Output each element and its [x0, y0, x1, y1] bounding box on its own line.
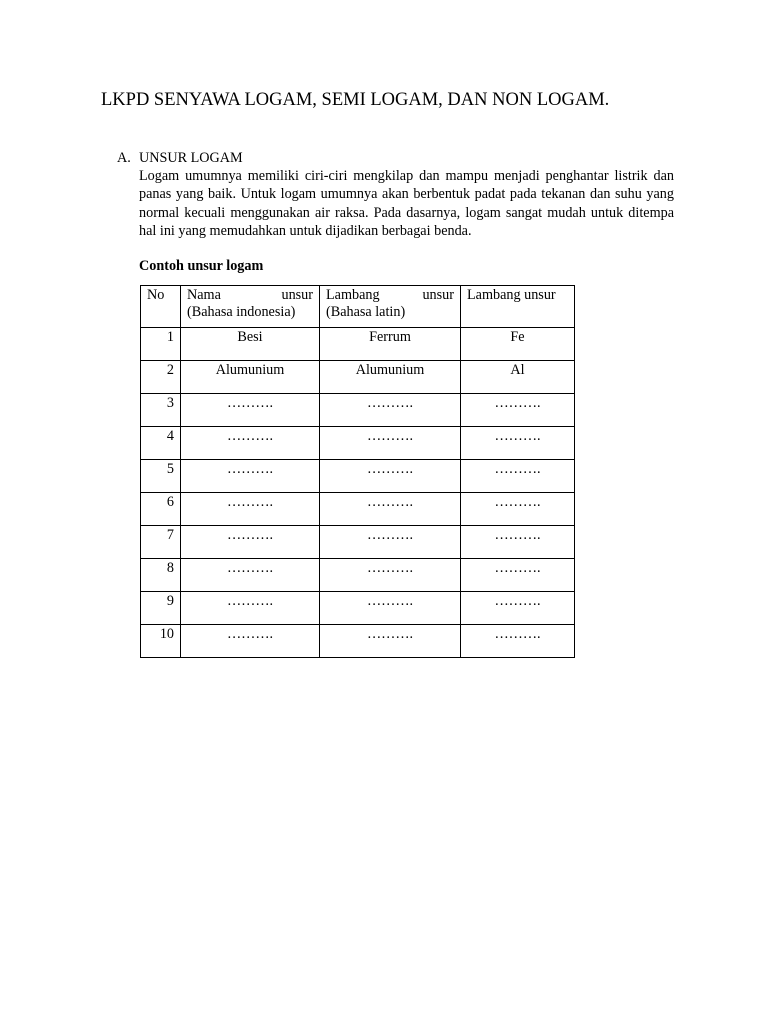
cell-no: 8: [141, 559, 181, 592]
cell-name: ……….: [181, 460, 320, 493]
cell-name: Besi: [181, 328, 320, 361]
table-row: [141, 328, 575, 361]
page-title: LKPD SENYAWA LOGAM, SEMI LOGAM, DAN NON LOGAM.: [101, 90, 610, 110]
cell-no: 10: [141, 625, 181, 658]
cell-no: 3: [141, 394, 181, 427]
cell-name: ……….: [181, 526, 320, 559]
cell-symbol: ……….: [461, 493, 575, 526]
cell-name: Alumunium: [181, 361, 320, 394]
cell-latin: Ferrum: [320, 328, 461, 361]
cell-latin: ……….: [320, 460, 461, 493]
table-row: [141, 361, 575, 394]
table-row: [141, 625, 575, 658]
table-row: [141, 559, 575, 592]
header-name-line1: Nama unsur: [187, 287, 313, 303]
cell-name: ……….: [181, 394, 320, 427]
elements-table: [140, 285, 575, 658]
cell-no: 7: [141, 526, 181, 559]
header-latin: [320, 286, 461, 328]
cell-symbol: ……….: [461, 625, 575, 658]
cell-symbol: ……….: [461, 526, 575, 559]
section-heading: [117, 150, 243, 167]
table-row: [141, 592, 575, 625]
cell-name: ……….: [181, 493, 320, 526]
cell-latin: Alumunium: [320, 361, 461, 394]
header-name: [181, 286, 320, 328]
cell-name: ……….: [181, 427, 320, 460]
cell-symbol: ……….: [461, 592, 575, 625]
cell-latin: ……….: [320, 625, 461, 658]
cell-symbol: ……….: [461, 559, 575, 592]
cell-symbol: Al: [461, 361, 575, 394]
cell-no: 6: [141, 493, 181, 526]
header-latin-line2: (Bahasa latin): [326, 303, 406, 320]
header-no: No: [141, 286, 181, 328]
cell-latin: ……….: [320, 526, 461, 559]
cell-symbol: ……….: [461, 394, 575, 427]
header-name-line2: (Bahasa indonesia): [187, 303, 296, 320]
section-paragraph: Logam umumnya memiliki ciri-ciri mengkilap dan mampu menjadi penghantar listrik dan panas yang baik. Untuk logam umumnya akan berbentuk padat pada tekanan dan suhu yang normal kecuali menggunakan air raksa. Pada dasarnya, logam sangat mudah untuk ditempa hal ini yang memudahkan untuk dijadikan berbagai benda.: [139, 168, 674, 239]
table-header-row: [141, 286, 575, 328]
cell-name: ……….: [181, 592, 320, 625]
cell-no: 9: [141, 592, 181, 625]
cell-no: 5: [141, 460, 181, 493]
cell-latin: ……….: [320, 394, 461, 427]
cell-no: 2: [141, 361, 181, 394]
table-caption: Contoh unsur logam: [139, 258, 264, 274]
section-marker: A.: [117, 150, 131, 166]
table-row: [141, 493, 575, 526]
header-latin-line1: Lambang unsur: [326, 287, 454, 303]
table-row: [141, 427, 575, 460]
cell-symbol: Fe: [461, 328, 575, 361]
header-symbol: Lambang unsur: [461, 286, 575, 328]
cell-symbol: ……….: [461, 427, 575, 460]
cell-symbol: ……….: [461, 460, 575, 493]
cell-no: 1: [141, 328, 181, 361]
table-row: [141, 394, 575, 427]
cell-name: ……….: [181, 559, 320, 592]
cell-name: ……….: [181, 625, 320, 658]
cell-latin: ……….: [320, 493, 461, 526]
table-row: [141, 526, 575, 559]
section-heading-text: UNSUR LOGAM: [139, 150, 243, 166]
cell-latin: ……….: [320, 559, 461, 592]
cell-no: 4: [141, 427, 181, 460]
cell-latin: ……….: [320, 427, 461, 460]
table-row: [141, 460, 575, 493]
cell-latin: ……….: [320, 592, 461, 625]
